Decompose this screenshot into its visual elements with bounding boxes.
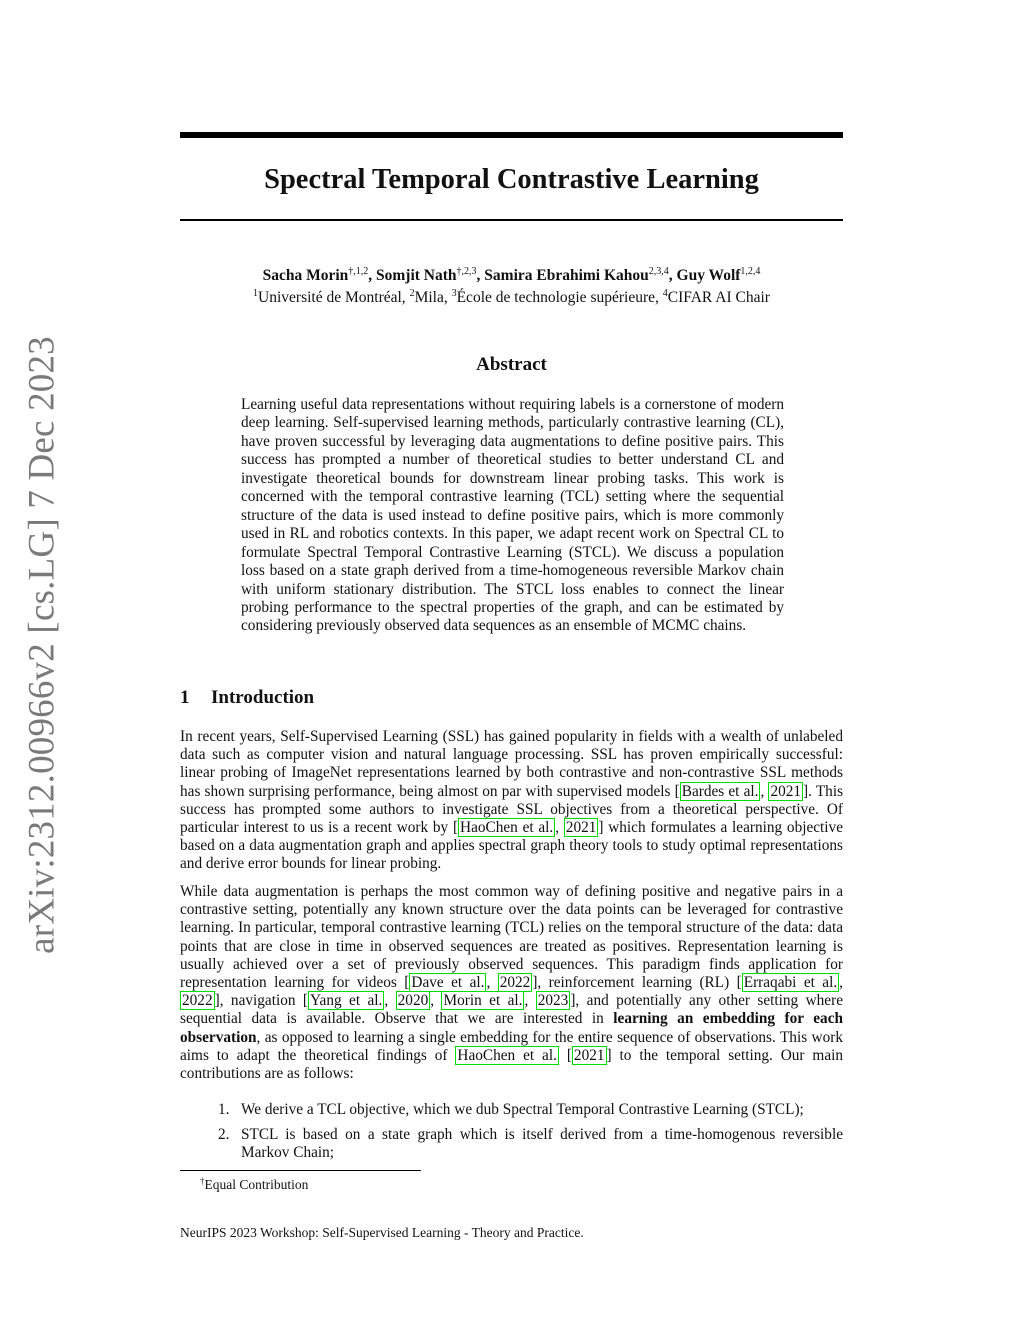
paragraph-text: ], reinforcement learning (RL) [ (532, 974, 742, 992)
citation-link[interactable]: HaoChen et al. (457, 1046, 557, 1064)
affiliation: CIFAR AI Chair (667, 289, 770, 306)
affiliation: Mila, (414, 289, 452, 306)
citation-link[interactable]: 2023 (537, 992, 569, 1010)
paragraph-text: , (524, 992, 536, 1010)
author-name: Samira Ebrahimi Kahou (484, 267, 649, 284)
author-names (180, 265, 843, 287)
paragraph-text: ]. This success has prompted some authors to investigate SSL objectives from a theoretical perspective. Of particular interest to us is a recent work by [ (180, 782, 844, 837)
author-affiliation-marks: 2,3,4 (648, 266, 669, 277)
paragraph-text: In recent years, Self-Supervised Learning (SSL) has gained popularity in fields with a wealth of unlabeled data such as computer vision and natural language processing. SSL has proven empirically successful: linear probing of ImageNet representations learned by both contrastive and non-contrastive SSL methods has shown surprising performance, being almost on par with supervised models [ (180, 728, 843, 800)
author-separator: , (668, 267, 677, 284)
citation-link[interactable]: Yang et al. (310, 992, 383, 1010)
citation-link[interactable]: Erraqabi et al. (743, 974, 838, 992)
contribution-text: STCL is based on a state graph which is itself derived from a time-homogenous reversible Markov Chain; (241, 1126, 843, 1162)
footnote (200, 1176, 308, 1194)
paragraph-text: ], and potentially any other setting where sequential data is available. Observe that we are interested in (180, 992, 843, 1028)
citation-link[interactable]: 2021 (573, 1046, 605, 1064)
author-name: Sacha Morin (262, 267, 349, 284)
contribution-number: 2. (218, 1126, 230, 1143)
venue-footer: NeurIPS 2023 Workshop: Self-Supervised Learning - Theory and Practice. (180, 1225, 584, 1240)
intro-paragraph-1 (180, 728, 843, 874)
arxiv-identifier: arXiv:2312.00966v2 [cs.LG] 7 Dec 2023 (21, 336, 63, 954)
intro-paragraph-2 (180, 883, 843, 1083)
author-affiliation-marks: †,1,2 (348, 266, 369, 277)
author-name: Guy Wolf (676, 267, 741, 284)
citation-link[interactable]: 2020 (397, 992, 429, 1010)
affiliation-mark: 3 (451, 288, 457, 299)
citation-link[interactable]: Morin et al. (443, 992, 523, 1010)
affiliation: École de technologie supérieure, (456, 289, 663, 306)
author-name: Somjit Nath (376, 267, 457, 284)
citation-link[interactable]: 2021 (565, 819, 597, 837)
section-number: 1 (180, 687, 190, 708)
paragraph-text: , as opposed to learning a single embedding for the entire sequence of observations. This work aims to adapt the theoretical findings of (180, 1028, 843, 1064)
author-affiliation-marks: †,2,3 (456, 266, 477, 277)
author-separator: , (368, 267, 377, 284)
paragraph-text: [ (558, 1046, 572, 1064)
footnote-text: Equal Contribution (204, 1177, 309, 1192)
paragraph-text: , (555, 819, 564, 837)
paragraph-text: While data augmentation is perhaps the most common way of defining positive and negative pairs in a contrastive setting, potentially any known structure over the data points can be leveraged for contrastive learning. In particular, temporal contrastive learning (TCL) relies on the temporal structure of the data: data points that are close in time in observed sequences are treated as positives. Representation learning is usually achieved over a set of previously observed sequences. This paradigm finds application for representation learning for videos [ (180, 883, 843, 992)
contribution-item (218, 1126, 843, 1162)
section-heading-introduction (180, 685, 843, 711)
author-separator: , (476, 267, 485, 284)
contribution-item (218, 1101, 843, 1119)
abstract-heading: Abstract (476, 354, 547, 375)
paragraph-text: ] which formulates a learning objective based on a data augmentation graph and applies spectral graph theory tools to study optimal representations and derive error bounds for linear probing. (180, 819, 843, 873)
abstract-text: Learning useful data representations without requiring labels is a cornerstone of modern deep learning. Self-supervised learning methods, particularly contrastive learning (CL), have proven successful by leveraging data augmentations to define positive pairs. This success has prompted a number of theoretical studies to better understand CL and investigate theoretical bounds for downstream linear probing tasks. This work is concerned with the temporal contrastive learning (TCL) setting where the sequential structure of the data is used instead to define positive pairs, which is more commonly used in RL and robotics contexts. In this paper, we adapt recent work on Spectral CL to formulate Spectral Temporal Contrastive Learning (STCL). We discuss a population loss based on a state graph derived from a time-homogeneous reversible Markov chain with uniform stationary distribution. The STCL loss enables to connect the linear probing performance to the spectral properties of the graph, and can be estimated by considering previously observed data sequences as an ensemble of MCMC chains. (241, 396, 784, 635)
citation-link[interactable]: 2021 (770, 782, 802, 800)
citation-link[interactable]: 2022 (182, 992, 213, 1010)
contribution-text: We derive a TCL objective, which we dub Spectral Temporal Contrastive Learning (STCL); (241, 1101, 804, 1118)
footnote-mark: † (200, 1176, 205, 1186)
paragraph-text: ] to the temporal setting. Our main contributions are as follows: (180, 1046, 844, 1083)
paragraph-text: , (430, 992, 442, 1010)
citation-link[interactable]: 2022 (499, 974, 531, 992)
paper-title: Spectral Temporal Contrastive Learning (264, 164, 759, 195)
affiliations (180, 287, 843, 309)
affiliation-mark: 4 (662, 288, 668, 299)
paragraph-text: , (486, 974, 498, 992)
affiliation-mark: 2 (409, 288, 415, 299)
citation-link[interactable]: Bardes et al. (681, 782, 759, 800)
footnote-rule (180, 1170, 421, 1171)
citation-link[interactable]: Dave et al. (411, 974, 485, 992)
author-affiliation-marks: 1,2,4 (740, 266, 761, 277)
paragraph-text: , (760, 782, 769, 800)
author-block (180, 265, 843, 309)
affiliation: Université de Montréal, (258, 289, 410, 306)
citation-link[interactable]: HaoChen et al. (460, 819, 554, 837)
contribution-number: 1. (218, 1101, 230, 1118)
title-rule-top (180, 132, 843, 138)
affiliation-mark: 1 (253, 288, 259, 299)
title-rule-bottom (180, 219, 843, 221)
paragraph-text: ], navigation [ (214, 992, 309, 1010)
paragraph-text: , (839, 974, 843, 992)
paragraph-text: , (384, 992, 396, 1010)
emphasis-text: learning an embedding for each observation (180, 1010, 843, 1046)
section-title-text: Introduction (211, 687, 315, 708)
